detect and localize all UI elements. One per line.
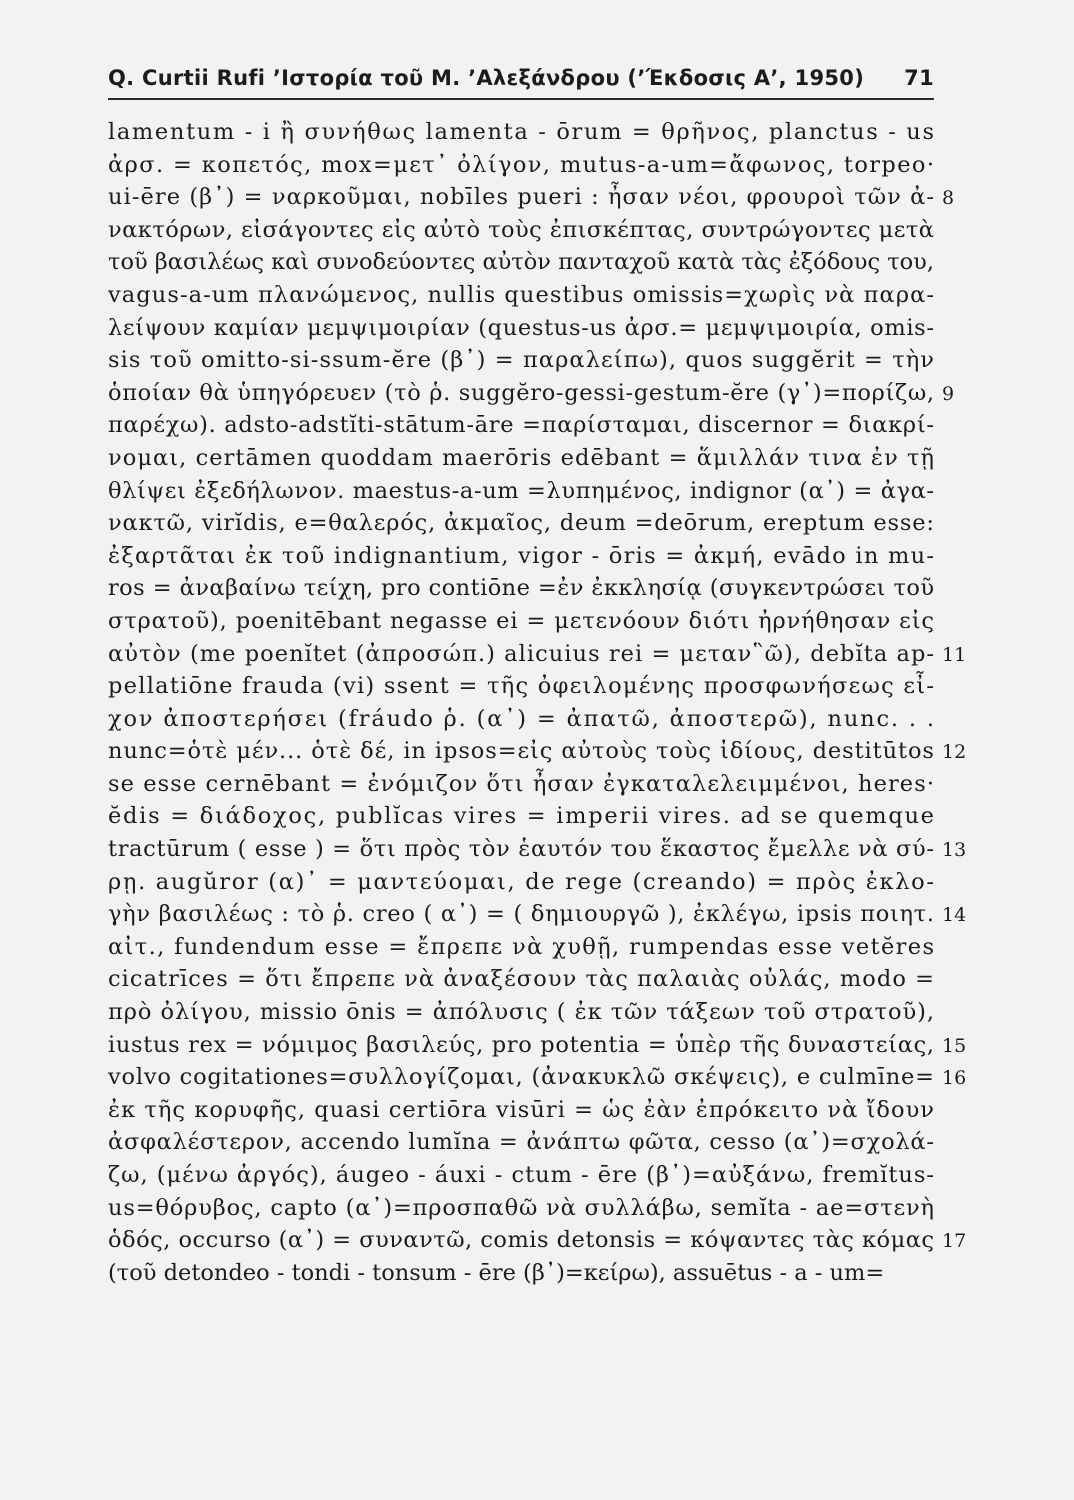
text-line: nunc=ὁτὲ μέν... ὁτὲ δέ, in ipsos=εἰς αὐτοὺς τοὺς ἰδίους, destitūtos: [108, 738, 935, 765]
text-line: volvo cogitationes=συλλογίζομαι, (ἀνακυκλῶ σκέψεις), e culmīne=: [108, 1064, 935, 1091]
section-marker: 8: [942, 187, 955, 210]
text-line: ĕdis = διάδοχος, publĭcas vires = imperii vires. ad se quemque: [108, 803, 936, 830]
text-line: iustus rex = νόμιμος βασιλεύς, pro potentia = ὑπὲρ τῆς δυναστείας,: [108, 1031, 935, 1058]
running-header: [108, 62, 934, 100]
text-line: (τοῦ detondeo - tondi - tonsum - ēre (β᾽)=κείρω), assuētus - a - um=: [108, 1259, 885, 1286]
text-line: νακτόρων, εἰσάγοντες εἰς αὐτὸ τοὺς ἐπισκέπτας, συντρώγοντες μετὰ: [108, 216, 935, 243]
page-number: 71: [904, 66, 934, 90]
text-line: vagus-a-um πλανώμενος, nullis questibus omissis=χωρὶς νὰ παρα-: [108, 281, 936, 308]
text-line: λείψουν καμίαν μεμψιμοιρίαν (questus-us ἀρσ.= μεμψιμοιρία, omis-: [108, 314, 935, 341]
text-line: ui-ēre (β᾽) = ναρκοῦμαι, nobīles pueri : ἦσαν νέοι, φρουροὶ τῶν ἀ-: [108, 184, 936, 211]
text-line: νομαι, certāmen quoddam maerōris edēbant = ἅμιλλάν τινα ἐν τῇ: [108, 444, 936, 471]
text-line: θλίψει ἐξεδήλωνον. maestus-a-um =λυπημένος, indignor (α᾽) = ἀγα-: [108, 477, 935, 504]
header-title: Q. Curtii Rufi ’Ιστορία τοῦ Μ. ’Αλεξάνδρου (’Έκδοσις Α’, 1950): [108, 66, 865, 90]
section-marker: 17: [942, 1230, 967, 1253]
text-line: ros = ἀναβαίνω τείχη, pro contiōne =ἐν ἐκκλησίᾳ (συγκεντρώσει τοῦ: [108, 575, 935, 602]
text-line: ἀσφαλέστερον, accendo lumĭna = ἀνάπτω φῶτα, cesso (α᾽)=σχολά-: [108, 1129, 935, 1156]
text-line: ὁποίαν θὰ ὑπηγόρευεν (τὸ ῥ. suggĕro-gessi-gestum-ĕre (γ᾽)=πορίζω,: [108, 379, 935, 406]
text-line: στρατοῦ), poenitēbant negasse ei = μετενόουν διότι ἠρνήθησαν εἰς: [108, 607, 935, 634]
text-line: cicatrīces = ὅτι ἔπρεπε νὰ ἀναξέσουν τὰς παλαιὰς οὐλάς, modo =: [108, 966, 936, 993]
text-line: ἀρσ. = κοπετός, mox=μετ᾽ ὀλίγον, mutus-a-um=ἄφωνος, torpeo·: [108, 151, 936, 178]
text-line: lamentum - i ἢ συνήθως lamenta - ōrum = θρῆνος, planctus - us: [108, 119, 936, 145]
text-line: se esse cernēbant = ἐνόμιζον ὅτι ἦσαν ἐγκαταλελειμμένοι, heres·: [108, 770, 936, 797]
section-marker: 14: [942, 904, 967, 927]
text-line: ρῃ. augŭror (α)᾽ = μαντεύομαι, de rege (creando) = πρὸς ἐκλο-: [108, 868, 936, 895]
text-line: παρέχω). adsto-adstĭti-stātum-āre =παρίσταμαι, discernor = διακρί-: [108, 412, 935, 439]
text-line: τοῦ βασιλέως καὶ συνοδεύοντες αὐτὸν πανταχοῦ κατὰ τὰς ἐξόδους του,: [108, 249, 934, 276]
text-line: γὴν βασιλέως : τὸ ῥ. creo ( α᾽) = ( δημιουργῶ ), ἐκλέγω, ipsis ποιητ.: [108, 901, 935, 928]
section-marker: 13: [942, 839, 967, 862]
text-line: us=θόρυβος, capto (α᾽)=προσπαθῶ νὰ συλλάβω, semĭta - ae=στενὴ: [108, 1194, 935, 1221]
text-line: ὁδός, occurso (α᾽) = συναντῶ, comis detonsis = κόψαντες τὰς κόμας: [108, 1227, 935, 1254]
text-line: tractūrum ( esse ) = ὅτι πρὸς τὸν ἑαυτόν του ἕκαστος ἔμελλε νὰ σύ-: [108, 836, 935, 863]
section-marker: 11: [942, 643, 967, 666]
section-marker: 9: [942, 382, 955, 405]
text-line: πρὸ ὀλίγου, missio ōnis = ἀπόλυσις ( ἐκ τῶν τάξεων τοῦ στρατοῦ),: [108, 999, 935, 1026]
section-marker: 16: [942, 1067, 967, 1090]
text-line: ἐκ τῆς κορυφῆς, quasi certiōra visūri = ὡς ἐὰν ἐπρόκειτο νὰ ἴδουν: [108, 1096, 936, 1123]
section-marker: 15: [942, 1034, 967, 1057]
text-line: νακτῶ, virĭdis, e=θαλερός, ἀκμαῖος, deum =deōrum, ereptum esse:: [108, 510, 935, 537]
section-marker: 12: [942, 741, 967, 764]
text-line: ἐξαρτᾶται ἐκ τοῦ indignantium, vigor - ōris = ἀκμή, evādo in mu-: [108, 542, 936, 569]
text-line: αἰτ., fundendum esse = ἔπρεπε νὰ χυθῇ, rumpendas esse vetĕres: [108, 933, 936, 960]
text-line: αὐτὸν (me poenĭtet (ἀπροσώπ.) alicuius rei = μεταν῝ῶ), debĭta ap-: [108, 640, 936, 667]
text-line: ζω, (μένω ἀργός), áugeo - áuxi - ctum - ēre (β᾽)=αὐξάνω, fremĭtus-: [108, 1162, 935, 1188]
text-line: χον ἀποστερήσει (fráudo ῥ. (α᾽) = ἀπατῶ, ἀποστερῶ), nunc. . .: [108, 705, 936, 732]
text-line: pellatiōne frauda (vi) ssent = τῆς ὀφειλομένης προσφωνήσεως εἶ-: [108, 673, 936, 700]
glossary-text: [108, 116, 934, 1289]
text-line: sis τοῦ omitto-si-ssum-ĕre (β᾽) = παραλείπω), quos suggĕrit = τὴν: [108, 347, 936, 374]
